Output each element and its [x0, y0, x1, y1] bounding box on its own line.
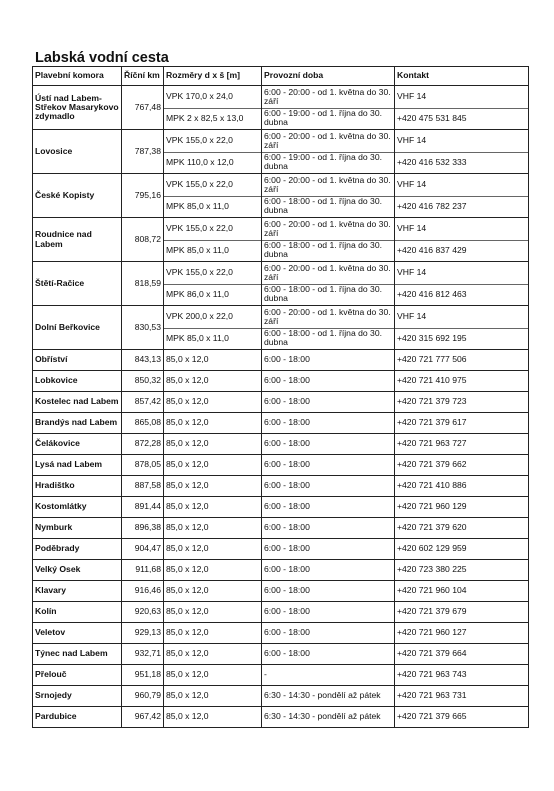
- dimensions: [164, 218, 262, 262]
- operating-hours: [262, 262, 395, 306]
- operating-hours: -: [262, 665, 395, 686]
- contact: +420 721 963 743: [395, 665, 529, 686]
- operating-hours: [262, 306, 395, 350]
- operating-hours-line-1: 6:00 - 20:00 - od 1. května do 30. září: [264, 306, 391, 326]
- operating-hours-line-1: 6:00 - 20:00 - od 1. května do 30. září: [264, 174, 391, 194]
- table-row: [33, 707, 529, 728]
- dimensions-line-1: VPK 155,0 x 22,0: [166, 179, 233, 190]
- table-row: [33, 623, 529, 644]
- lock-name: Velký Osek: [33, 560, 122, 581]
- dimensions-line-2: MPK 86,0 x 11,0: [166, 288, 229, 299]
- lock-name: České Kopisty: [33, 174, 122, 218]
- operating-hours: [262, 130, 395, 174]
- operating-hours-line-1: 6:00 - 20:00 - od 1. května do 30. září: [264, 130, 391, 150]
- contact-line-1: VHF 14: [397, 223, 427, 234]
- dimensions: 85,0 x 12,0: [164, 686, 262, 707]
- operating-hours-line-2: 6:00 - 18:00 - od 1. října do 30. dubna: [264, 196, 383, 216]
- operating-hours: 6:00 - 18:00: [262, 602, 395, 623]
- river-km: 932,71: [122, 644, 164, 665]
- dimensions-line-2: MPK 110,0 x 12,0: [166, 156, 234, 167]
- lock-name: Lysá nad Labem: [33, 455, 122, 476]
- table-row: [33, 371, 529, 392]
- operating-hours: 6:30 - 14:30 - pondělí až pátek: [262, 686, 395, 707]
- operating-hours: 6:00 - 18:00: [262, 560, 395, 581]
- contact-line-2: +420 416 782 237: [397, 200, 467, 211]
- contact: +420 721 410 886: [395, 476, 529, 497]
- contact-line-2: +420 475 531 845: [397, 112, 467, 123]
- lock-name: Roudnice nad Labem: [33, 218, 122, 262]
- table-row: [33, 644, 529, 665]
- operating-hours: 6:00 - 18:00: [262, 623, 395, 644]
- header-kontakt: Kontakt: [395, 67, 529, 86]
- contact: +420 721 960 129: [395, 497, 529, 518]
- operating-hours-line-1: 6:00 - 20:00 - od 1. května do 30. září: [264, 218, 391, 238]
- contact: +420 721 379 620: [395, 518, 529, 539]
- river-km: 920,63: [122, 602, 164, 623]
- lock-name: Čelákovice: [33, 434, 122, 455]
- river-km: 967,42: [122, 707, 164, 728]
- table-row: [33, 539, 529, 560]
- dimensions-line-1: VPK 155,0 x 22,0: [166, 267, 233, 278]
- table-row: [33, 455, 529, 476]
- page-title: Labská vodní cesta: [35, 50, 169, 66]
- lock-name: Klavary: [33, 581, 122, 602]
- operating-hours: [262, 218, 395, 262]
- dimensions-line-1: VPK 155,0 x 22,0: [166, 135, 233, 146]
- lock-name: Lobkovice: [33, 371, 122, 392]
- operating-hours: 6:00 - 18:00: [262, 518, 395, 539]
- table-row: [33, 218, 529, 262]
- river-km: 872,28: [122, 434, 164, 455]
- operating-hours: [262, 86, 395, 130]
- dimensions: 85,0 x 12,0: [164, 518, 262, 539]
- table-row: [33, 560, 529, 581]
- contact: +420 721 963 727: [395, 434, 529, 455]
- lock-name: Hradištko: [33, 476, 122, 497]
- header-rozmery: Rozměry d x š [m]: [164, 67, 262, 86]
- contact: [395, 306, 529, 350]
- lock-name: Veletov: [33, 623, 122, 644]
- contact: +420 721 379 662: [395, 455, 529, 476]
- contact: +420 721 410 975: [395, 371, 529, 392]
- operating-hours: 6:00 - 18:00: [262, 581, 395, 602]
- dimensions: 85,0 x 12,0: [164, 581, 262, 602]
- contact-line-1: VHF 14: [397, 179, 427, 190]
- dimensions: [164, 262, 262, 306]
- operating-hours-line-2: 6:00 - 18:00 - od 1. října do 30. dubna: [264, 328, 383, 348]
- dimensions: [164, 86, 262, 130]
- dimensions: 85,0 x 12,0: [164, 413, 262, 434]
- dimensions: 85,0 x 12,0: [164, 455, 262, 476]
- contact-line-2: +420 416 532 333: [397, 156, 467, 167]
- contact-line-2: +420 416 812 463: [397, 288, 467, 299]
- operating-hours-line-2: 6:00 - 19:00 - od 1. října do 30. dubna: [264, 108, 383, 128]
- river-km: 911,68: [122, 560, 164, 581]
- contact: [395, 86, 529, 130]
- operating-hours: 6:00 - 18:00: [262, 371, 395, 392]
- table-row: [33, 476, 529, 497]
- dimensions: 85,0 x 12,0: [164, 539, 262, 560]
- river-km: 878,05: [122, 455, 164, 476]
- operating-hours: 6:30 - 14:30 - pondělí až pátek: [262, 707, 395, 728]
- table-row: [33, 262, 529, 306]
- dimensions: 85,0 x 12,0: [164, 371, 262, 392]
- contact: +420 721 379 679: [395, 602, 529, 623]
- contact: +420 602 129 959: [395, 539, 529, 560]
- table-row: [33, 518, 529, 539]
- lock-name: Kolín: [33, 602, 122, 623]
- header-km: Říční km: [122, 67, 164, 86]
- contact: +420 721 379 664: [395, 644, 529, 665]
- table-row: [33, 86, 529, 130]
- river-km: 929,13: [122, 623, 164, 644]
- river-km: 916,46: [122, 581, 164, 602]
- river-km: 951,18: [122, 665, 164, 686]
- dimensions-line-1: VPK 155,0 x 22,0: [166, 223, 233, 234]
- table-header-row: [33, 67, 529, 86]
- dimensions: 85,0 x 12,0: [164, 560, 262, 581]
- dimensions: 85,0 x 12,0: [164, 497, 262, 518]
- table-row: [33, 130, 529, 174]
- operating-hours: 6:00 - 18:00: [262, 434, 395, 455]
- contact: +420 723 380 225: [395, 560, 529, 581]
- operating-hours-line-1: 6:00 - 20:00 - od 1. května do 30. září: [264, 86, 391, 106]
- lock-name: Týnec nad Labem: [33, 644, 122, 665]
- operating-hours-line-2: 6:00 - 18:00 - od 1. října do 30. dubna: [264, 240, 383, 260]
- operating-hours: 6:00 - 18:00: [262, 350, 395, 371]
- table-row: [33, 434, 529, 455]
- dimensions-line-1: VPK 200,0 x 22,0: [166, 311, 233, 322]
- dimensions: 85,0 x 12,0: [164, 707, 262, 728]
- lock-name: Přelouč: [33, 665, 122, 686]
- header-komora: Plavební komora: [33, 67, 122, 86]
- table-row: [33, 392, 529, 413]
- contact: +420 721 960 104: [395, 581, 529, 602]
- contact: [395, 174, 529, 218]
- table-row: [33, 306, 529, 350]
- river-km: 896,38: [122, 518, 164, 539]
- dimensions: 85,0 x 12,0: [164, 350, 262, 371]
- lock-name: Kostelec nad Labem: [33, 392, 122, 413]
- dimensions-line-2: MPK 85,0 x 11,0: [166, 244, 229, 255]
- contact: +420 721 777 506: [395, 350, 529, 371]
- lock-name: Pardubice: [33, 707, 122, 728]
- river-km: 787,38: [122, 130, 164, 174]
- contact: +420 721 963 731: [395, 686, 529, 707]
- dimensions: 85,0 x 12,0: [164, 644, 262, 665]
- dimensions: 85,0 x 12,0: [164, 392, 262, 413]
- lock-name: Nymburk: [33, 518, 122, 539]
- contact-line-2: +420 416 837 429: [397, 244, 467, 255]
- lock-name: Brandýs nad Labem: [33, 413, 122, 434]
- contact-line-2: +420 315 692 195: [397, 332, 467, 343]
- table-row: [33, 413, 529, 434]
- dimensions-line-2: MPK 85,0 x 11,0: [166, 200, 229, 211]
- lock-name: Obříství: [33, 350, 122, 371]
- contact: +420 721 379 723: [395, 392, 529, 413]
- dimensions: [164, 174, 262, 218]
- operating-hours: 6:00 - 18:00: [262, 476, 395, 497]
- operating-hours: 6:00 - 18:00: [262, 455, 395, 476]
- river-km: 808,72: [122, 218, 164, 262]
- contact-line-1: VHF 14: [397, 311, 427, 322]
- river-km: 830,53: [122, 306, 164, 350]
- contact: +420 721 379 617: [395, 413, 529, 434]
- table-row: [33, 602, 529, 623]
- dimensions: 85,0 x 12,0: [164, 476, 262, 497]
- table-row: [33, 581, 529, 602]
- river-km: 795,16: [122, 174, 164, 218]
- dimensions: 85,0 x 12,0: [164, 602, 262, 623]
- river-km: 767,48: [122, 86, 164, 130]
- river-km: 904,47: [122, 539, 164, 560]
- contact: +420 721 379 665: [395, 707, 529, 728]
- table-row: [33, 665, 529, 686]
- operating-hours-line-2: 6:00 - 18:00 - od 1. října do 30. dubna: [264, 284, 383, 304]
- river-km: 818,59: [122, 262, 164, 306]
- lock-name: Srnojedy: [33, 686, 122, 707]
- river-km: 865,08: [122, 413, 164, 434]
- table-row: [33, 350, 529, 371]
- lock-name: Dolní Beřkovice: [33, 306, 122, 350]
- dimensions-line-1: VPK 170,0 x 24,0: [166, 91, 233, 102]
- table-row: [33, 174, 529, 218]
- lock-name: Poděbrady: [33, 539, 122, 560]
- river-km: 891,44: [122, 497, 164, 518]
- operating-hours: 6:00 - 18:00: [262, 392, 395, 413]
- contact-line-1: VHF 14: [397, 135, 427, 146]
- river-km: 843,13: [122, 350, 164, 371]
- dimensions: [164, 130, 262, 174]
- operating-hours-line-1: 6:00 - 20:00 - od 1. května do 30. září: [264, 262, 391, 282]
- dimensions: 85,0 x 12,0: [164, 434, 262, 455]
- river-km: 960,79: [122, 686, 164, 707]
- table-row: [33, 686, 529, 707]
- contact-line-1: VHF 14: [397, 91, 427, 102]
- contact: [395, 262, 529, 306]
- operating-hours: 6:00 - 18:00: [262, 539, 395, 560]
- operating-hours: 6:00 - 18:00: [262, 497, 395, 518]
- contact: [395, 218, 529, 262]
- lock-name: Ústí nad Labem-Střekov Masarykovo zdymadlo: [33, 86, 122, 130]
- river-km: 850,32: [122, 371, 164, 392]
- dimensions-line-2: MPK 2 x 82,5 x 13,0: [166, 112, 244, 123]
- contact: +420 721 960 127: [395, 623, 529, 644]
- river-km: 887,58: [122, 476, 164, 497]
- operating-hours: 6:00 - 18:00: [262, 413, 395, 434]
- river-km: 857,42: [122, 392, 164, 413]
- dimensions-line-2: MPK 85,0 x 11,0: [166, 332, 229, 343]
- lock-name: Štětí-Račice: [33, 262, 122, 306]
- dimensions: [164, 306, 262, 350]
- lock-name: Lovosice: [33, 130, 122, 174]
- operating-hours: [262, 174, 395, 218]
- contact-line-1: VHF 14: [397, 267, 427, 278]
- dimensions: 85,0 x 12,0: [164, 665, 262, 686]
- locks-table: [32, 66, 529, 728]
- lock-name: Kostomlátky: [33, 497, 122, 518]
- contact: [395, 130, 529, 174]
- header-doba: Provozní doba: [262, 67, 395, 86]
- operating-hours: 6:00 - 18:00: [262, 644, 395, 665]
- table-row: [33, 497, 529, 518]
- operating-hours-line-2: 6:00 - 19:00 - od 1. října do 30. dubna: [264, 152, 383, 172]
- dimensions: 85,0 x 12,0: [164, 623, 262, 644]
